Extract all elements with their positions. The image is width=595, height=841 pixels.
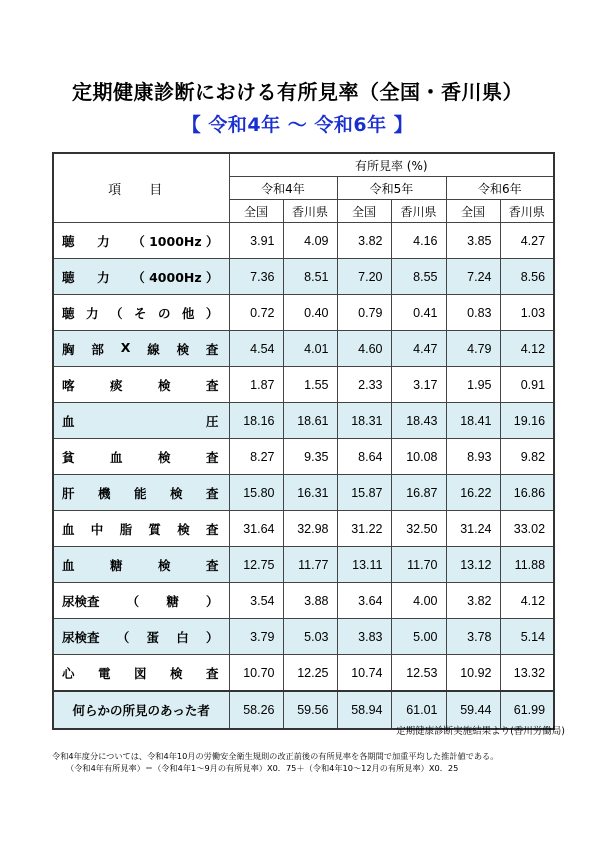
row-label <box>53 367 229 403</box>
national-summary-cell: 58.94 <box>337 691 391 729</box>
row-label-part: 査 <box>205 485 219 501</box>
year-header: 令和4年 <box>229 177 337 200</box>
kagawa-rate-cell: 8.51 <box>283 259 337 295</box>
national-rate-cell: 0.72 <box>229 295 283 331</box>
row-label-part: の <box>157 305 171 321</box>
kagawa-rate-cell: 32.50 <box>391 511 446 547</box>
kagawa-rate-cell: 5.00 <box>391 619 446 655</box>
table-row <box>53 367 554 403</box>
national-rate-cell: 8.93 <box>446 439 500 475</box>
row-label-part: 血 <box>109 449 123 465</box>
row-label-part: ） <box>205 593 219 609</box>
national-rate-cell: 15.80 <box>229 475 283 511</box>
row-label-part: （ <box>109 305 123 321</box>
national-rate-cell: 7.36 <box>229 259 283 295</box>
kagawa-header: 香川県 <box>500 200 554 223</box>
kagawa-rate-cell: 4.27 <box>500 223 554 259</box>
national-rate-cell: 3.85 <box>446 223 500 259</box>
row-label-part: 血 <box>62 557 75 573</box>
row-label-part: 検 <box>169 485 183 501</box>
row-label-part: （ 4000Hz ） <box>132 269 219 285</box>
row-label-part: 白 <box>176 629 189 645</box>
row-label-part: そ <box>133 305 147 321</box>
table-row <box>53 295 554 331</box>
kagawa-rate-cell: 1.55 <box>283 367 337 403</box>
item-header: 項 目 <box>53 153 229 223</box>
row-label <box>53 295 229 331</box>
national-rate-cell: 4.79 <box>446 331 500 367</box>
national-rate-cell: 3.64 <box>337 583 391 619</box>
national-rate-cell: 16.22 <box>446 475 500 511</box>
footnote <box>52 750 498 774</box>
kagawa-rate-cell: 11.70 <box>391 547 446 583</box>
row-label-part: 蛋 <box>146 629 159 645</box>
findings-rate-table <box>52 152 555 730</box>
national-header: 全国 <box>229 200 283 223</box>
footnote-formula: （令和4年有所見率）＝（令和4年1～9月の有所見率）X0．75＋（令和4年10～12月の有所見率）X0．25 <box>66 763 459 773</box>
row-label-part: 検 <box>157 377 171 393</box>
table-row <box>53 259 554 295</box>
national-summary-cell: 59.44 <box>446 691 500 729</box>
row-label-part: 聴 <box>62 233 75 249</box>
kagawa-rate-cell: 9.82 <box>500 439 554 475</box>
source-note: 定期健康診断実施結果より(香川労働局) <box>396 726 565 737</box>
national-rate-cell: 7.24 <box>446 259 500 295</box>
table-row <box>53 655 554 692</box>
national-rate-cell: 15.87 <box>337 475 391 511</box>
row-label-part: 査 <box>205 449 219 465</box>
row-label-part: 査 <box>205 341 219 357</box>
row-label-part: （ <box>126 593 140 609</box>
table-row <box>53 583 554 619</box>
table-row <box>53 511 554 547</box>
row-label <box>53 583 229 619</box>
kagawa-summary-cell: 61.01 <box>391 691 446 729</box>
row-label-part: 査 <box>205 377 219 393</box>
national-rate-cell: 1.95 <box>446 367 500 403</box>
table-row <box>53 439 554 475</box>
national-rate-cell: 3.82 <box>446 583 500 619</box>
national-rate-cell: 8.64 <box>337 439 391 475</box>
national-rate-cell: 3.82 <box>337 223 391 259</box>
national-rate-cell: 7.20 <box>337 259 391 295</box>
national-rate-cell: 3.91 <box>229 223 283 259</box>
kagawa-rate-cell: 0.91 <box>500 367 554 403</box>
kagawa-rate-cell: 4.47 <box>391 331 446 367</box>
national-rate-cell: 18.16 <box>229 403 283 439</box>
row-label <box>53 403 229 439</box>
row-label <box>53 475 229 511</box>
rate-header: 有所見率 (%) <box>229 153 554 177</box>
national-rate-cell: 18.41 <box>446 403 500 439</box>
kagawa-rate-cell: 9.35 <box>283 439 337 475</box>
kagawa-rate-cell: 4.12 <box>500 583 554 619</box>
year-header: 令和5年 <box>337 177 446 200</box>
row-label-part: 喀 <box>62 377 75 393</box>
kagawa-summary-cell: 61.99 <box>500 691 554 729</box>
kagawa-rate-cell: 16.31 <box>283 475 337 511</box>
kagawa-summary-cell: 59.56 <box>283 691 337 729</box>
row-label-part: 他 <box>181 305 195 321</box>
national-summary-cell: 58.26 <box>229 691 283 729</box>
row-label-part: 検 <box>176 341 190 357</box>
kagawa-rate-cell: 8.55 <box>391 259 446 295</box>
national-rate-cell: 10.70 <box>229 655 283 692</box>
summary-label: 何らかの所見のあった者 <box>53 691 229 729</box>
kagawa-rate-cell: 18.43 <box>391 403 446 439</box>
row-label-part: 図 <box>133 665 147 681</box>
national-rate-cell: 3.79 <box>229 619 283 655</box>
row-label-part: 血 <box>62 413 75 429</box>
kagawa-rate-cell: 4.01 <box>283 331 337 367</box>
national-rate-cell: 3.54 <box>229 583 283 619</box>
row-label-part: 機 <box>97 485 111 501</box>
row-label-part: 電 <box>97 665 111 681</box>
row-label-part: 痰 <box>109 377 123 393</box>
row-label <box>53 619 229 655</box>
row-label-part: 質 <box>148 521 161 537</box>
table-row <box>53 331 554 367</box>
national-rate-cell: 18.31 <box>337 403 391 439</box>
national-rate-cell: 13.12 <box>446 547 500 583</box>
row-label-part: 血 <box>62 521 75 537</box>
kagawa-header: 香川県 <box>391 200 446 223</box>
national-rate-cell: 10.74 <box>337 655 391 692</box>
kagawa-rate-cell: 4.12 <box>500 331 554 367</box>
row-label-part: ） <box>205 305 219 321</box>
national-rate-cell: 4.54 <box>229 331 283 367</box>
kagawa-rate-cell: 11.88 <box>500 547 554 583</box>
period-subtitle: 【 令和4年 ～ 令和6年 】 <box>181 114 414 136</box>
national-rate-cell: 12.75 <box>229 547 283 583</box>
row-label-part: 査 <box>205 521 219 537</box>
kagawa-rate-cell: 16.87 <box>391 475 446 511</box>
national-rate-cell: 31.24 <box>446 511 500 547</box>
national-rate-cell: 4.60 <box>337 331 391 367</box>
table-row <box>53 223 554 259</box>
row-label-part: 力 <box>97 233 110 249</box>
row-label <box>53 439 229 475</box>
row-label-part: 聴 <box>62 305 75 321</box>
national-rate-cell: 1.87 <box>229 367 283 403</box>
table-row <box>53 403 554 439</box>
row-label <box>53 655 229 692</box>
row-label-part: 力 <box>97 269 110 285</box>
row-label-part: 尿検査 <box>62 593 100 609</box>
row-label-part: 検 <box>157 557 171 573</box>
row-label-part: 検 <box>177 521 190 537</box>
row-label-part: ） <box>205 629 219 645</box>
national-rate-cell: 13.11 <box>337 547 391 583</box>
national-rate-cell: 0.83 <box>446 295 500 331</box>
row-label <box>53 259 229 295</box>
kagawa-rate-cell: 11.77 <box>283 547 337 583</box>
table-row <box>53 547 554 583</box>
kagawa-rate-cell: 4.09 <box>283 223 337 259</box>
kagawa-rate-cell: 4.00 <box>391 583 446 619</box>
row-label-part: 脂 <box>119 521 133 537</box>
national-rate-cell: 2.33 <box>337 367 391 403</box>
kagawa-rate-cell: 19.16 <box>500 403 554 439</box>
row-label-part: 査 <box>205 557 219 573</box>
national-rate-cell: 8.27 <box>229 439 283 475</box>
table-row <box>53 619 554 655</box>
row-label-part: 糖 <box>109 557 123 573</box>
national-rate-cell: 10.92 <box>446 655 500 692</box>
row-label <box>53 331 229 367</box>
kagawa-rate-cell: 33.02 <box>500 511 554 547</box>
kagawa-rate-cell: 0.40 <box>283 295 337 331</box>
footnote-line: 令和4年度分については、令和4年10月の労働安全衛生規則の改正前後の有所見率を各期間で加重平均した推計値である。 <box>52 751 499 761</box>
national-header: 全国 <box>337 200 391 223</box>
row-label-part: 検 <box>169 665 183 681</box>
national-rate-cell: 31.64 <box>229 511 283 547</box>
row-label <box>53 547 229 583</box>
kagawa-rate-cell: 5.14 <box>500 619 554 655</box>
kagawa-rate-cell: 3.17 <box>391 367 446 403</box>
row-label-part: 能 <box>133 485 147 501</box>
row-label-part: 線 <box>147 341 160 357</box>
row-label-part: 圧 <box>205 413 219 429</box>
national-rate-cell: 3.83 <box>337 619 391 655</box>
kagawa-rate-cell: 3.88 <box>283 583 337 619</box>
kagawa-rate-cell: 18.61 <box>283 403 337 439</box>
kagawa-rate-cell: 10.08 <box>391 439 446 475</box>
row-label-part: 査 <box>205 665 219 681</box>
row-label <box>53 223 229 259</box>
kagawa-rate-cell: 4.16 <box>391 223 446 259</box>
kagawa-rate-cell: 13.32 <box>500 655 554 692</box>
row-label-part: 尿検査 <box>62 629 100 645</box>
page-title: 定期健康診断における有所見率（全国・香川県） <box>72 80 523 104</box>
row-label-part: （ <box>116 629 130 645</box>
national-rate-cell: 3.78 <box>446 619 500 655</box>
kagawa-rate-cell: 1.03 <box>500 295 554 331</box>
kagawa-rate-cell: 12.25 <box>283 655 337 692</box>
national-rate-cell: 31.22 <box>337 511 391 547</box>
kagawa-rate-cell: 12.53 <box>391 655 446 692</box>
row-label-part: X <box>120 339 131 355</box>
kagawa-rate-cell: 32.98 <box>283 511 337 547</box>
kagawa-rate-cell: 16.86 <box>500 475 554 511</box>
row-label-part: 肝 <box>62 485 75 501</box>
row-label-part: （ 1000Hz ） <box>132 233 219 249</box>
table-row <box>53 475 554 511</box>
row-label-part: 部 <box>91 341 104 357</box>
row-label <box>53 511 229 547</box>
row-label-part: 貧 <box>62 449 75 465</box>
row-label-part: 中 <box>90 521 104 537</box>
row-label-part: 検 <box>157 449 171 465</box>
row-label-part: 力 <box>85 305 99 321</box>
row-label-part: 心 <box>62 665 75 681</box>
row-label-part: 糖 <box>166 593 179 609</box>
kagawa-rate-cell: 0.41 <box>391 295 446 331</box>
year-header: 令和6年 <box>446 177 554 200</box>
national-header: 全国 <box>446 200 500 223</box>
kagawa-rate-cell: 5.03 <box>283 619 337 655</box>
kagawa-header: 香川県 <box>283 200 337 223</box>
row-label-part: 胸 <box>62 341 75 357</box>
national-rate-cell: 0.79 <box>337 295 391 331</box>
row-label-part: 聴 <box>62 269 75 285</box>
kagawa-rate-cell: 8.56 <box>500 259 554 295</box>
